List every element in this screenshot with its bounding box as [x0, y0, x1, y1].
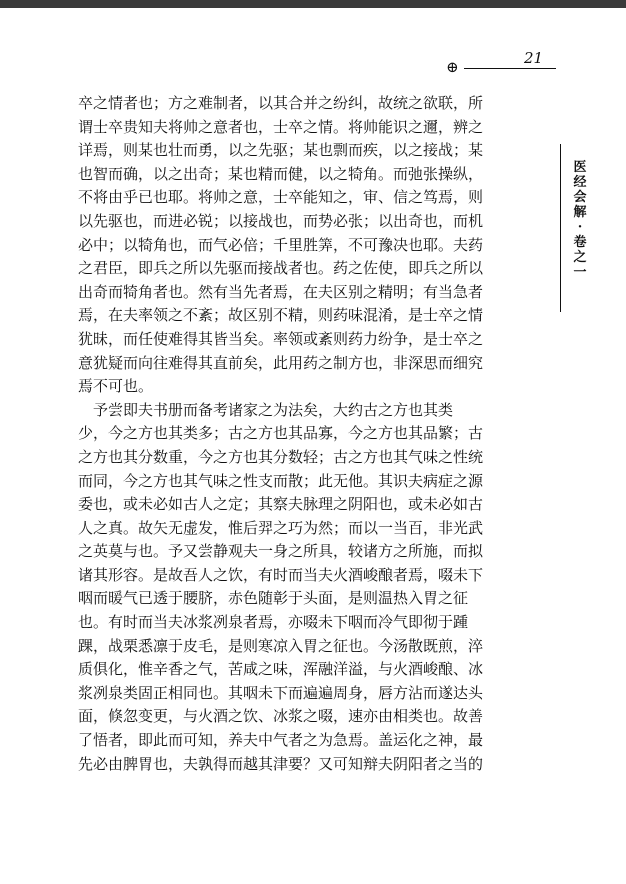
side-char: 一 — [573, 265, 587, 280]
side-running-title — [570, 160, 590, 280]
text-line: 人之真。故矢无虚发，惟后羿之巧为然；而以一当百，非光武 — [78, 518, 484, 537]
text-line: 意犹疑而向往难得其直前矣，此用药之制方也，非深思而细究 — [78, 353, 484, 372]
text-line: 也智而确，以之出奇；某也精而健，以之犄角。而弛张操纵， — [78, 164, 484, 183]
text-line: 犹昧，而任使难得其皆当矣。率领或紊则药力纷争，是士卒之 — [78, 329, 484, 348]
side-char: 经 — [573, 175, 587, 190]
page-number: 21 — [524, 49, 544, 67]
text-line: 咽而暖气已透于腰脐，赤色随彰于头面，是则温热入胃之征 — [78, 589, 469, 608]
side-char: · — [577, 220, 583, 235]
header-rule — [464, 68, 556, 69]
text-line: 诸其形容。是故吾人之饮，有时而当夫火酒峻酿者焉，啜未下 — [78, 565, 484, 584]
text-line: 卒之情者也；方之难制者，以其合并之纷纠，故统之欲联，所 — [78, 94, 484, 112]
page-body — [78, 92, 554, 776]
side-char: 会 — [573, 190, 587, 205]
side-char: 解 — [573, 205, 587, 220]
text-line: 也。有时而当夫冰浆冽泉者焉，亦啜未下咽而冷气即彻于踵 — [78, 613, 469, 632]
text-line: 之英莫与也。予又尝静观夫一身之所具，较诸方之所施，而拟 — [78, 542, 484, 561]
header-ornament-icon: ⊕ — [446, 58, 459, 76]
text-line: 先必由脾胃也，夫孰得而越其津要？又可知辩夫阴阳者之当的 — [78, 754, 484, 773]
text-line: 质俱化，惟辛香之气，苦咸之味，浑融洋溢，与火酒峻酿、冰 — [78, 660, 484, 679]
side-char: 卷 — [573, 235, 587, 250]
page-header — [446, 49, 556, 82]
text-line: 委也，或未必如古人之定；其察夫脉理之阴阳也，或未必如古 — [78, 495, 484, 514]
text-line: 之方也其分数重，今之方也其分数轻；古之方也其气味之性统 — [78, 447, 484, 466]
text-line: 不将由乎已也耶。将帅之意，士卒能知之，审、信之笃焉，则 — [78, 188, 484, 207]
text-line: 予尝即夫书册而备考诸家之为法矣，大约古之方也其类 — [78, 400, 454, 419]
text-line: 出奇而犄角者也。然有当先者焉，在夫区别之精明；有当急者 — [78, 282, 484, 301]
text-line: 必中；以犄角也，而气必倍；千里胜筭，不可豫决也耶。夫药 — [78, 235, 484, 254]
text-line: 了悟者，即此而可知，养夫中气者之为急焉。盖运化之神，最 — [78, 731, 484, 750]
text-line: 面，倏忽变更，与火酒之饮、冰浆之啜，速亦由相类也。故善 — [78, 707, 484, 726]
text-line: 以先驱也，而进必锐；以接战也，而势必张；以出奇也，而机 — [78, 211, 484, 230]
text-line: 焉，在夫率领之不紊；故区别不精，则药味混淆，是士卒之情 — [78, 306, 484, 325]
text-line: 谓士卒贵知夫将帅之意者也，士卒之情。将帅能识之邇，辨之 — [78, 117, 484, 136]
text-line: 而同，今之方也其气味之性支而散；此无他。其识夫病症之源 — [78, 471, 484, 490]
side-char: 之 — [573, 250, 587, 265]
side-rule — [560, 144, 561, 312]
text-line: 浆冽泉类固正相同也。其咽未下而遍遍周身，唇方沾而遂达头 — [78, 683, 484, 702]
text-line: 踝，战栗悉凛于皮毛，是则寒凉入胃之征也。今汤散既煎，淬 — [78, 636, 484, 655]
top-border — [0, 0, 626, 8]
paragraph-1 — [78, 92, 554, 399]
text-line: 少，今之方也其类多；古之方也其品寡，今之方也其品繁；古 — [78, 424, 484, 443]
side-char: 医 — [573, 160, 587, 175]
paragraph-2 — [78, 399, 554, 777]
text-line: 焉不可也。 — [78, 377, 154, 396]
text-line: 详焉，则某也壮而勇，以之先驱；某也剽而疾，以之接战；某 — [78, 141, 484, 160]
text-line: 之君臣，即兵之所以先驱而接战者也。药之佐使，即兵之所以 — [78, 259, 484, 278]
